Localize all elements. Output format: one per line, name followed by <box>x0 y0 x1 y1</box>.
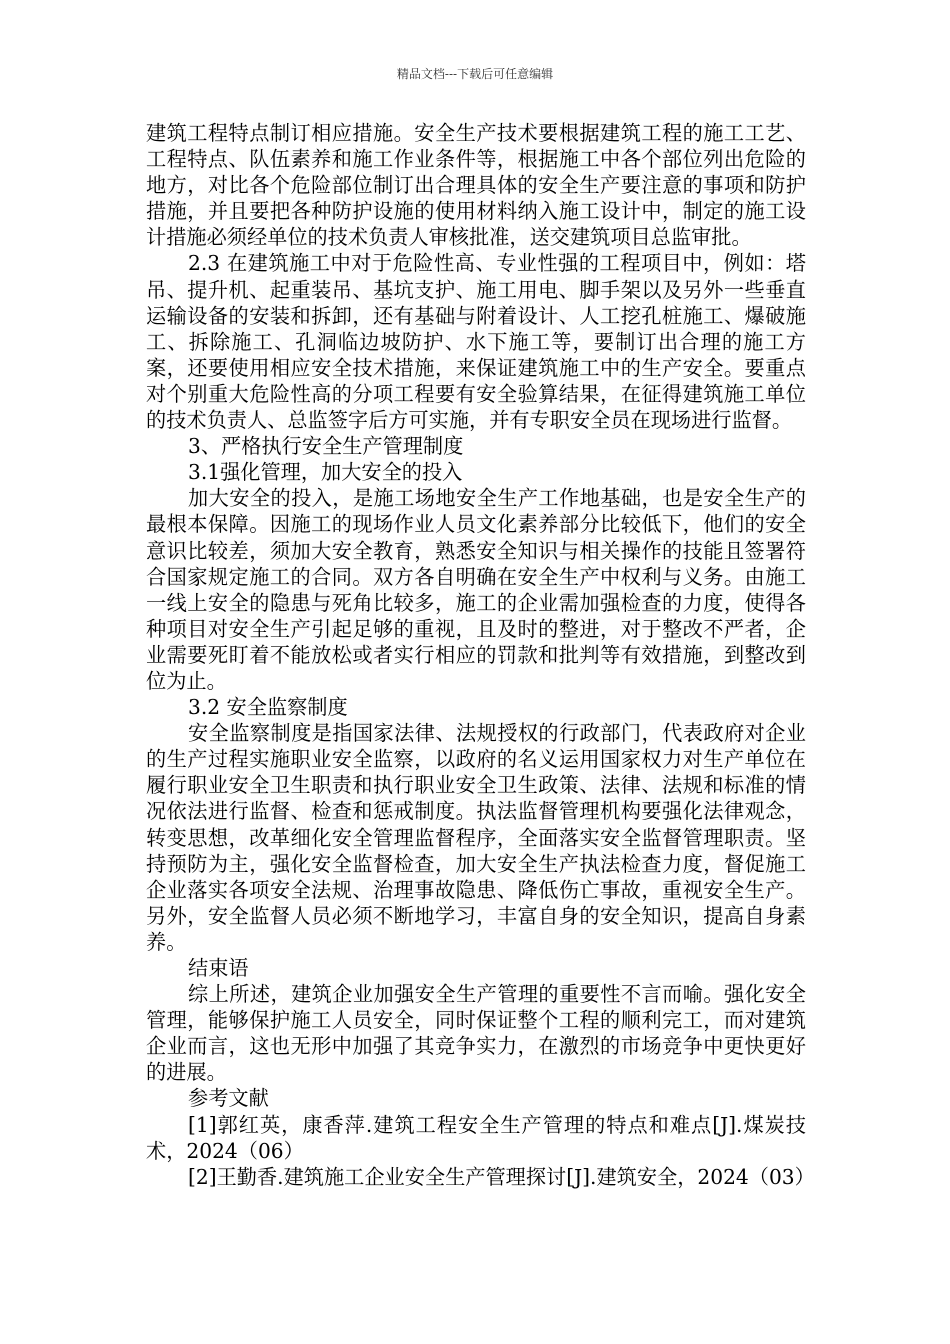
subsection-heading-3-1: 3.1强化管理，加大安全的投入 <box>188 460 463 485</box>
paragraph-3-1: 加大安全的投入，是施工场地安全生产工作地基础，也是安全生产的最根本保障。因施工的现场作业人员文化素养部分比较低下，他们的安全意识比较差，须加大安全教育，熟悉安全知识与相关操作的技能且签署符合国家规定施工的合同。双方各自明确在安全生产中权利与义务。由施工一线上安全的隐患与死角比较多，施工的企业需加强检查的力度，使得各种项目对安全生产引起足够的重视，且及时的整进，对于整改不严者，企业需要死盯着不能放松或者实行相应的罚款和批判等有效措施，到整改到位为止。 <box>146 486 806 693</box>
paragraph-2-3: 2.3 在建筑施工中对于危险性高、专业性强的工程项目中，例如：塔吊、提升机、起重装吊、基坑支护、施工用电、脚手架以及另外一些垂直运输设备的安装和拆卸，还有基础与附着设计、人工挖孔桩施工、爆破施工、拆除施工、孔洞临边坡防护、水下施工等，要制订出合理的施工方案，还要使用相应安全技术措施，来保证建筑施工中的生产安全。要重点对个别重大危险性高的分项工程要有安全验算结果，在征得建筑施工单位的技术负责人、总监签字后方可实施，并有专职安全员在现场进行监督。 <box>146 251 806 433</box>
references-heading: 参考文献 <box>188 1086 269 1111</box>
paragraph-3-2: 安全监察制度是指国家法律、法规授权的行政部门，代表政府对企业的生产过程实施职业安全监察，以政府的名义运用国家权力对生产单位在履行职业安全卫生职责和执行职业安全卫生政策、法律、法规和标准的情况依法进行监督、检查和惩戒制度。执法监督管理机构要强化法律观念，转变思想，改革细化安全管理监督程序，全面落实安全监督管理职责。坚持预防为主，强化安全监督检查，加大安全生产执法检查力度，督促施工企业落实各项安全法规、治理事故隐患、降低伤亡事故，重视安全生产。另外，安全监督人员必须不断地学习，丰富自身的安全知识，提高自身素养。 <box>146 721 806 954</box>
reference-item-2: [2]王勤香.建筑施工企业安全生产管理探讨[J].建筑安全，2024（03） <box>188 1164 815 1189</box>
reference-item-1: [1]郭红英，康香萍.建筑工程安全生产管理的特点和难点[J].煤炭技术，2024（06） <box>146 1112 806 1163</box>
paragraph-continued: 建筑工程特点制订相应措施。安全生产技术要根据建筑工程的施工工艺、工程特点、队伍素养和施工作业条件等，根据施工中各个部位列出危险的地方，对比各个危险部位制订出合理具体的安全生产要注意的事项和防护措施，并且要把各种防护设施的使用材料纳入施工设计中，制定的施工设计措施必须经单位的技术负责人审核批准，送交建筑项目总监审批。 <box>146 121 806 250</box>
conclusion-heading: 结束语 <box>188 956 249 980</box>
page-header: 精品文档---下载后可任意编辑 <box>396 67 554 81</box>
paragraph-conclusion: 综上所述，建筑企业加强安全生产管理的重要性不言而喻。强化安全管理，能够保护施工人员安全，同时保证整个工程的顺利完工，而对建筑企业而言，这也无形中加强了其竞争实力，在激烈的市场竞争中更快更好的进展。 <box>146 982 806 1085</box>
document-body <box>146 120 815 1190</box>
subsection-heading-3-2: 3.2 安全监察制度 <box>188 695 348 720</box>
section-heading-3: 3、严格执行安全生产管理制度 <box>188 434 464 459</box>
